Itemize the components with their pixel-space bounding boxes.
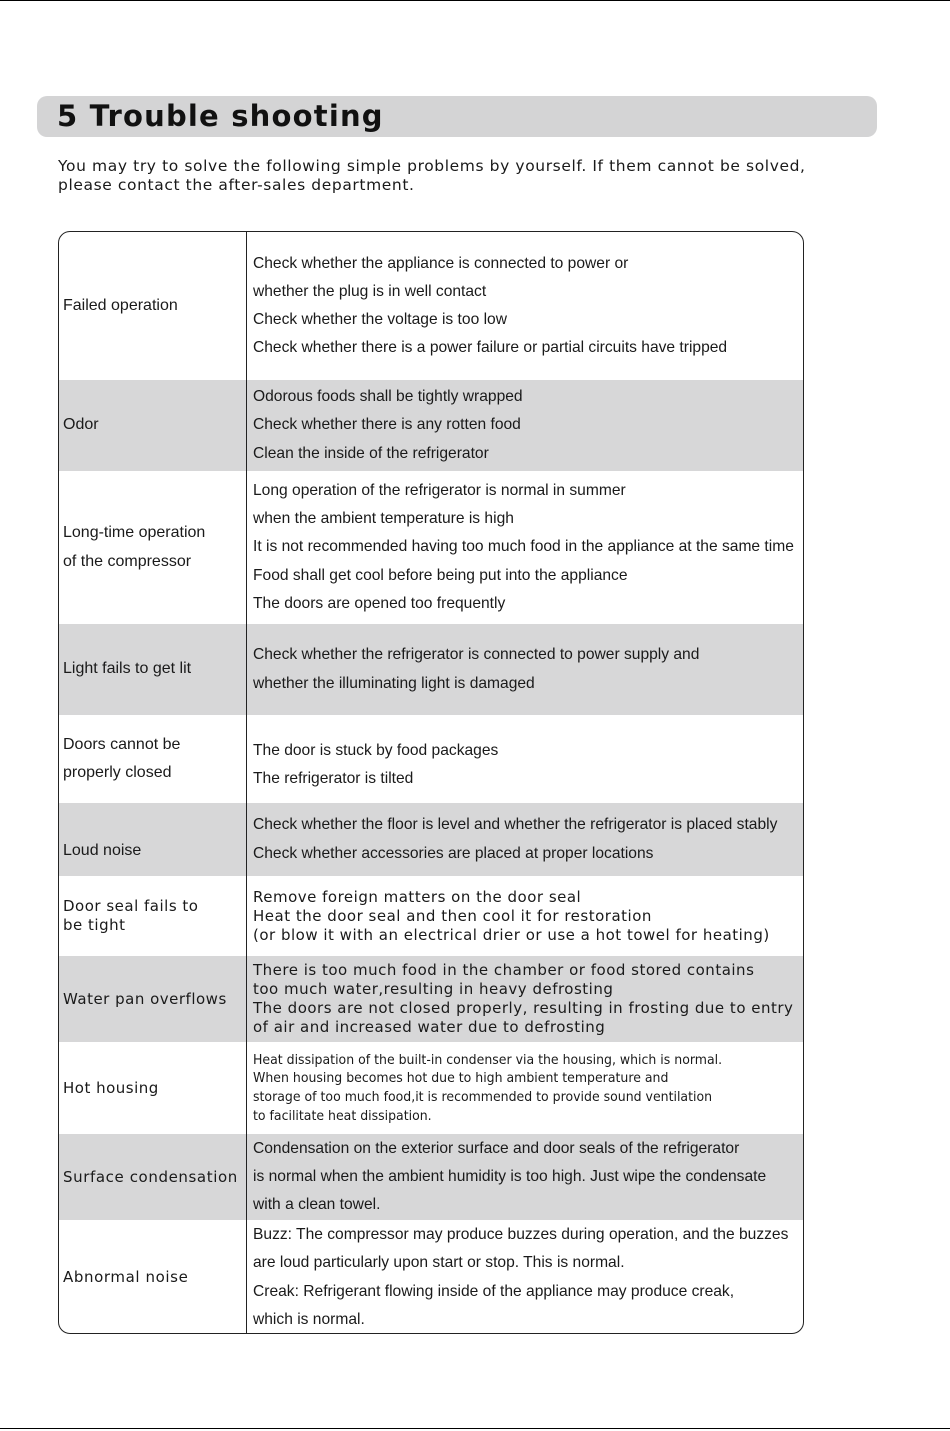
problem-label: Hot housing xyxy=(63,1078,159,1097)
table-row xyxy=(59,876,803,956)
intro-paragraph: You may try to solve the following simple problems by yourself. If them cannot be solved, please contact the after-sales department. xyxy=(58,157,806,194)
solution-line: Check whether the appliance is connected to power or xyxy=(253,254,629,272)
solution-line: too much water,resulting in heavy defrosting xyxy=(253,980,614,998)
solution-line: The doors are opened too frequently xyxy=(253,594,506,612)
table-row xyxy=(59,1134,803,1220)
solution-line: The doors are not closed properly, resulting in frosting due to entry xyxy=(253,999,794,1017)
section-header xyxy=(37,96,877,137)
solution-line: Check whether the voltage is too low xyxy=(253,311,507,328)
solution-line: Remove foreign matters on the door seal xyxy=(253,887,582,906)
solution-line: which is normal. xyxy=(253,1310,365,1328)
table-row xyxy=(59,715,803,803)
problem-label: Water pan overflows xyxy=(63,989,227,1008)
page-bottom-rule xyxy=(0,1428,950,1429)
table-row xyxy=(59,232,803,380)
solution-line: There is too much food in the chamber or food stored contains xyxy=(253,961,755,979)
solution-line: Check whether accessories are placed at proper locations xyxy=(253,844,654,862)
problem-label: Abnormal noise xyxy=(63,1268,189,1287)
table-row xyxy=(59,1220,803,1334)
problem-label: Surface condensation xyxy=(63,1167,238,1186)
problem-label: Light fails to get lit xyxy=(63,660,192,678)
problem-label: Failed operation xyxy=(63,296,178,314)
solution-line: Creak: Refrigerant flowing inside of the appliance may produce creak, xyxy=(253,1282,735,1300)
solution-line: storage of too much food,it is recommended to provide sound ventilation xyxy=(253,1089,713,1105)
solution-line: (or blow it with an electrical drier or use a hot towel for heating) xyxy=(253,925,770,944)
solution-line: Buzz: The compressor may produce buzzes during operation, and the buzzes xyxy=(253,1226,789,1244)
table-row xyxy=(59,624,803,715)
table-row xyxy=(59,380,803,471)
solution-line: When housing becomes hot due to high ambient temperature and xyxy=(253,1070,669,1087)
solution-line: Heat the door seal and then cool it for restoration xyxy=(253,906,652,925)
problem-label: Doors cannot be properly closed xyxy=(63,735,181,781)
solution-line: The refrigerator is tilted xyxy=(253,770,414,787)
solution-line: Food shall get cool before being put into the appliance xyxy=(253,566,628,584)
solution-line: It is not recommended having too much food in the appliance at the same time xyxy=(253,538,794,556)
solution-line: with a clean towel. xyxy=(253,1196,381,1214)
solution-line: Condensation on the exterior surface and door seals of the refrigerator xyxy=(253,1139,740,1157)
solution-line: Clean the inside of the refrigerator xyxy=(253,444,489,462)
troubleshooting-table xyxy=(58,231,804,1334)
solution-line: whether the illuminating light is damaged xyxy=(253,674,535,692)
solution-line: The door is stuck by food packages xyxy=(253,741,499,759)
solution-line: Check whether the floor is level and whether the refrigerator is placed stably xyxy=(253,816,778,834)
solution-line: of air and increased water due to defrosting xyxy=(253,1018,606,1036)
solution-line: to facilitate heat dissipation. xyxy=(253,1107,432,1124)
section-title: 5 Trouble shooting xyxy=(57,99,384,133)
table-row xyxy=(59,1042,803,1134)
table-row xyxy=(59,956,803,1042)
solution-line: Long operation of the refrigerator is normal in summer xyxy=(253,481,626,499)
problem-label: Long-time operation of the compressor xyxy=(63,524,206,570)
solution-line: Check whether the refrigerator is connected to power supply and xyxy=(253,646,700,664)
solution-line: whether the plug is in well contact xyxy=(253,282,487,300)
table-row xyxy=(59,471,803,624)
solution-line: is normal when the ambient humidity is too high. Just wipe the condensate xyxy=(253,1167,767,1185)
solution-line: Heat dissipation of the built-in condenser via the housing, which is normal. xyxy=(253,1051,723,1068)
solution-line: Check whether there is a power failure or partial circuits have tripped xyxy=(253,339,728,357)
solution-line: Odorous foods shall be tightly wrapped xyxy=(253,388,523,406)
solution-line: are loud particularly upon start or stop. This is normal. xyxy=(253,1254,625,1272)
problem-label: Odor xyxy=(63,416,99,434)
problem-label: Loud noise xyxy=(63,842,142,860)
solution-line: when the ambient temperature is high xyxy=(253,510,514,528)
solution-line: Check whether there is any rotten food xyxy=(253,416,521,434)
page-top-rule xyxy=(0,0,950,1)
problem-label: Door seal fails to be tight xyxy=(63,897,199,934)
table-row xyxy=(59,803,803,876)
